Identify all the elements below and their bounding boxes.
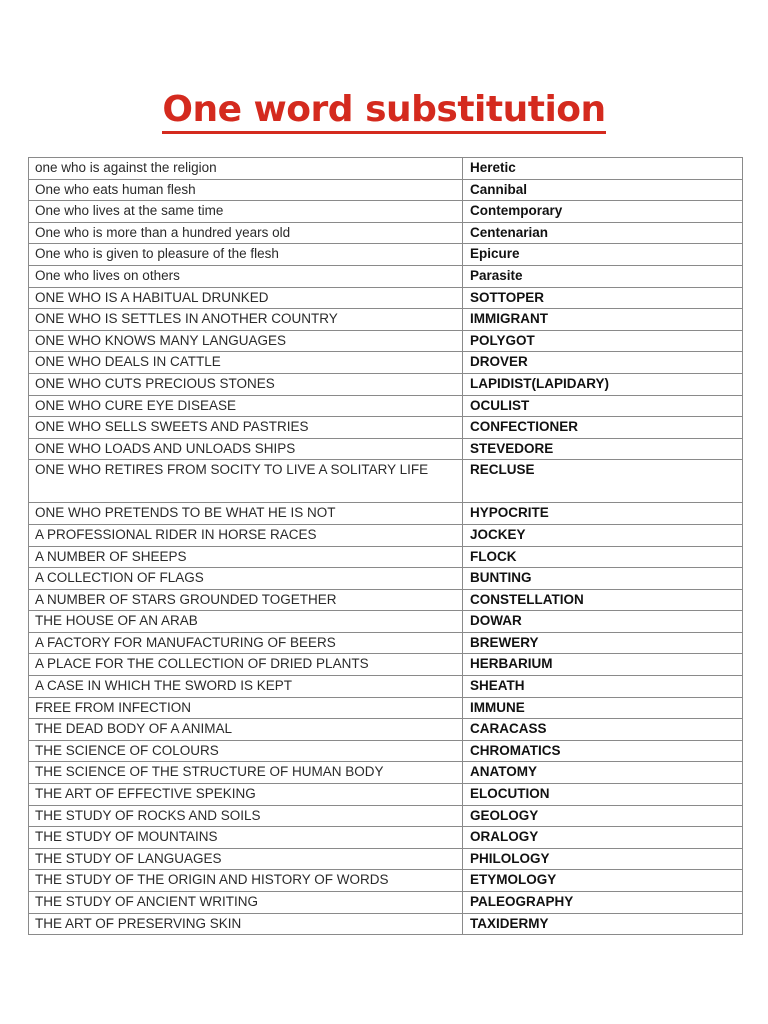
word-cell: SHEATH bbox=[463, 676, 743, 698]
substitution-table-body bbox=[29, 158, 743, 935]
table-row bbox=[29, 244, 743, 266]
word-cell: PHILOLOGY bbox=[463, 848, 743, 870]
table-row bbox=[29, 158, 743, 180]
word-cell: BUNTING bbox=[463, 568, 743, 590]
word-cell: DROVER bbox=[463, 352, 743, 374]
phrase-cell: ONE WHO LOADS AND UNLOADS SHIPS bbox=[29, 438, 463, 460]
table-row bbox=[29, 805, 743, 827]
word-cell: ANATOMY bbox=[463, 762, 743, 784]
phrase-cell: THE STUDY OF THE ORIGIN AND HISTORY OF WORDS bbox=[29, 870, 463, 892]
table-row bbox=[29, 201, 743, 223]
word-cell: HERBARIUM bbox=[463, 654, 743, 676]
word-cell: GEOLOGY bbox=[463, 805, 743, 827]
phrase-cell: ONE WHO IS SETTLES IN ANOTHER COUNTRY bbox=[29, 309, 463, 331]
word-cell: SOTTOPER bbox=[463, 287, 743, 309]
word-cell: ORALOGY bbox=[463, 827, 743, 849]
phrase-cell: one who is against the religion bbox=[29, 158, 463, 180]
substitution-table bbox=[28, 157, 743, 935]
phrase-cell: ONE WHO CUTS PRECIOUS STONES bbox=[29, 373, 463, 395]
word-cell: Centenarian bbox=[463, 222, 743, 244]
page-title-text: One word substitution bbox=[162, 89, 605, 134]
table-row bbox=[29, 417, 743, 439]
phrase-cell: One who lives at the same time bbox=[29, 201, 463, 223]
word-cell: OCULIST bbox=[463, 395, 743, 417]
table-row bbox=[29, 438, 743, 460]
word-cell: TAXIDERMY bbox=[463, 913, 743, 935]
word-cell: POLYGOT bbox=[463, 330, 743, 352]
word-cell: CARACASS bbox=[463, 719, 743, 741]
table-row bbox=[29, 697, 743, 719]
word-cell: IMMIGRANT bbox=[463, 309, 743, 331]
table-row bbox=[29, 352, 743, 374]
word-cell: Cannibal bbox=[463, 179, 743, 201]
table-row bbox=[29, 373, 743, 395]
table-row bbox=[29, 568, 743, 590]
phrase-cell: THE ART OF EFFECTIVE SPEKING bbox=[29, 784, 463, 806]
phrase-cell: One who eats human flesh bbox=[29, 179, 463, 201]
table-row bbox=[29, 827, 743, 849]
word-cell: LAPIDIST(LAPIDARY) bbox=[463, 373, 743, 395]
table-row bbox=[29, 632, 743, 654]
phrase-cell: A NUMBER OF SHEEPS bbox=[29, 546, 463, 568]
phrase-cell: One who lives on others bbox=[29, 265, 463, 287]
word-cell: PALEOGRAPHY bbox=[463, 892, 743, 914]
word-cell: CONFECTIONER bbox=[463, 417, 743, 439]
word-cell: Parasite bbox=[463, 265, 743, 287]
phrase-cell: ONE WHO CURE EYE DISEASE bbox=[29, 395, 463, 417]
table-row bbox=[29, 740, 743, 762]
table-row bbox=[29, 589, 743, 611]
word-cell: RECLUSE bbox=[463, 460, 743, 503]
phrase-cell: A NUMBER OF STARS GROUNDED TOGETHER bbox=[29, 589, 463, 611]
phrase-cell: A PROFESSIONAL RIDER IN HORSE RACES bbox=[29, 524, 463, 546]
table-row bbox=[29, 222, 743, 244]
phrase-cell: A COLLECTION OF FLAGS bbox=[29, 568, 463, 590]
phrase-cell: ONE WHO KNOWS MANY LANGUAGES bbox=[29, 330, 463, 352]
phrase-cell: THE ART OF PRESERVING SKIN bbox=[29, 913, 463, 935]
phrase-cell: ONE WHO IS A HABITUAL DRUNKED bbox=[29, 287, 463, 309]
word-cell: IMMUNE bbox=[463, 697, 743, 719]
word-cell: Epicure bbox=[463, 244, 743, 266]
word-cell: Heretic bbox=[463, 158, 743, 180]
phrase-cell: FREE FROM INFECTION bbox=[29, 697, 463, 719]
table-row bbox=[29, 784, 743, 806]
phrase-cell: ONE WHO PRETENDS TO BE WHAT HE IS NOT bbox=[29, 503, 463, 525]
word-cell: FLOCK bbox=[463, 546, 743, 568]
phrase-cell: A CASE IN WHICH THE SWORD IS KEPT bbox=[29, 676, 463, 698]
table-row bbox=[29, 654, 743, 676]
word-cell: JOCKEY bbox=[463, 524, 743, 546]
phrase-cell: A PLACE FOR THE COLLECTION OF DRIED PLANTS bbox=[29, 654, 463, 676]
word-cell: ETYMOLOGY bbox=[463, 870, 743, 892]
table-row bbox=[29, 676, 743, 698]
word-cell: DOWAR bbox=[463, 611, 743, 633]
word-cell: ELOCUTION bbox=[463, 784, 743, 806]
table-row bbox=[29, 265, 743, 287]
table-row bbox=[29, 395, 743, 417]
word-cell: BREWERY bbox=[463, 632, 743, 654]
phrase-cell: THE HOUSE OF AN ARAB bbox=[29, 611, 463, 633]
phrase-cell: THE SCIENCE OF COLOURS bbox=[29, 740, 463, 762]
phrase-cell: THE STUDY OF ROCKS AND SOILS bbox=[29, 805, 463, 827]
table-row bbox=[29, 287, 743, 309]
table-row bbox=[29, 309, 743, 331]
phrase-cell: THE DEAD BODY OF A ANIMAL bbox=[29, 719, 463, 741]
word-cell: HYPOCRITE bbox=[463, 503, 743, 525]
table-row bbox=[29, 524, 743, 546]
table-row bbox=[29, 503, 743, 525]
phrase-cell: THE STUDY OF MOUNTAINS bbox=[29, 827, 463, 849]
table-row bbox=[29, 892, 743, 914]
phrase-cell: One who is given to pleasure of the flesh bbox=[29, 244, 463, 266]
table-row bbox=[29, 179, 743, 201]
word-cell: STEVEDORE bbox=[463, 438, 743, 460]
page-title bbox=[0, 86, 768, 134]
table-row bbox=[29, 330, 743, 352]
phrase-cell: THE SCIENCE OF THE STRUCTURE OF HUMAN BODY bbox=[29, 762, 463, 784]
phrase-cell: ONE WHO DEALS IN CATTLE bbox=[29, 352, 463, 374]
phrase-cell: One who is more than a hundred years old bbox=[29, 222, 463, 244]
phrase-cell: THE STUDY OF LANGUAGES bbox=[29, 848, 463, 870]
phrase-cell: ONE WHO RETIRES FROM SOCITY TO LIVE A SOLITARY LIFE bbox=[29, 460, 463, 503]
phrase-cell: ONE WHO SELLS SWEETS AND PASTRIES bbox=[29, 417, 463, 439]
table-row bbox=[29, 913, 743, 935]
table-row bbox=[29, 848, 743, 870]
table-row bbox=[29, 611, 743, 633]
table-row bbox=[29, 870, 743, 892]
word-cell: CHROMATICS bbox=[463, 740, 743, 762]
table-row bbox=[29, 460, 743, 503]
word-cell: CONSTELLATION bbox=[463, 589, 743, 611]
table-row bbox=[29, 762, 743, 784]
table-row bbox=[29, 719, 743, 741]
phrase-cell: THE STUDY OF ANCIENT WRITING bbox=[29, 892, 463, 914]
phrase-cell: A FACTORY FOR MANUFACTURING OF BEERS bbox=[29, 632, 463, 654]
word-cell: Contemporary bbox=[463, 201, 743, 223]
table-row bbox=[29, 546, 743, 568]
